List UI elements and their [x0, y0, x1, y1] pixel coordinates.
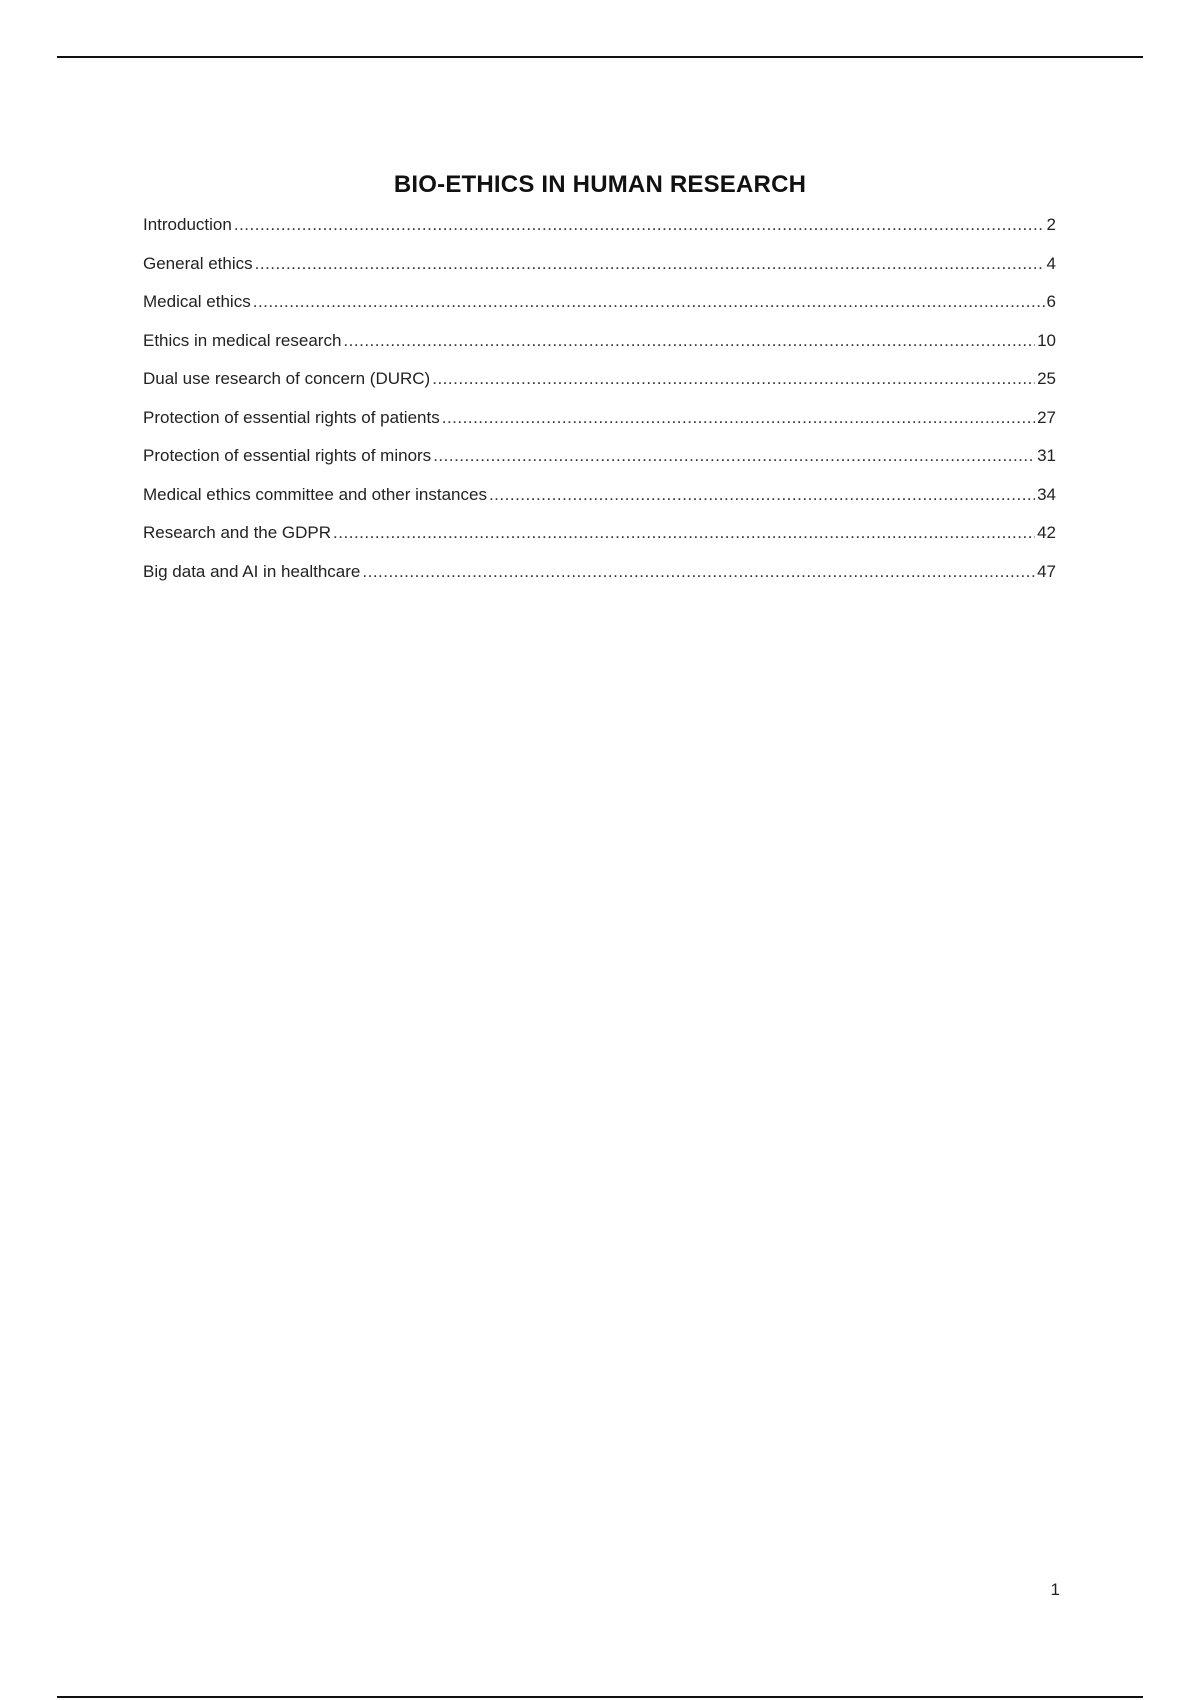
toc-entry-title: Research and the GDPR	[143, 523, 332, 542]
toc-entry-title: Big data and AI in healthcare	[143, 561, 361, 581]
toc-entry[interactable]	[143, 553, 1056, 592]
toc-entry-page: 6	[1046, 292, 1056, 311]
toc-dot-leader	[333, 514, 1035, 553]
document-title: BIO-ETHICS IN HUMAN RESEARCH	[393, 171, 807, 199]
toc-entry-page: 27	[1037, 407, 1056, 427]
toc-entry[interactable]	[143, 206, 1056, 245]
toc-entry[interactable]	[143, 437, 1056, 476]
page-number: 1	[1050, 1580, 1060, 1599]
toc-entry-title: Protection of essential rights of minors	[143, 446, 432, 465]
toc-dot-leader	[234, 206, 1045, 245]
top-rule	[57, 56, 1143, 58]
toc-entry[interactable]	[143, 283, 1056, 322]
toc-dot-leader	[343, 322, 1035, 361]
toc-entry-title: Dual use research of concern (DURC)	[143, 369, 431, 388]
toc-entry-title: Introduction	[143, 215, 232, 234]
toc-entry-title: Ethics in medical research	[143, 330, 342, 350]
table-of-contents	[143, 206, 1056, 591]
toc-dot-leader	[433, 437, 1035, 476]
toc-entry[interactable]	[143, 245, 1056, 284]
toc-dot-leader	[432, 360, 1035, 399]
toc-entry-page: 2	[1046, 215, 1056, 234]
toc-dot-leader	[362, 553, 1035, 592]
toc-entry-title: General ethics	[143, 253, 253, 273]
toc-entry-page: 47	[1037, 561, 1056, 581]
toc-entry[interactable]	[143, 360, 1056, 399]
toc-entry[interactable]	[143, 514, 1056, 553]
toc-entry[interactable]	[143, 399, 1056, 438]
toc-entry-page: 4	[1046, 253, 1056, 273]
toc-dot-leader	[253, 283, 1045, 322]
toc-entry-title: Protection of essential rights of patients	[143, 407, 440, 427]
toc-entry[interactable]	[143, 476, 1056, 515]
toc-dot-leader	[489, 476, 1035, 515]
toc-entry-page: 10	[1037, 330, 1056, 350]
bottom-rule	[57, 1696, 1143, 1698]
toc-entry-page: 34	[1037, 484, 1056, 504]
toc-dot-leader	[255, 245, 1045, 284]
toc-entry-title: Medical ethics	[143, 292, 251, 311]
toc-entry-page: 31	[1037, 446, 1056, 465]
toc-entry-page: 25	[1037, 369, 1056, 388]
toc-entry[interactable]	[143, 322, 1056, 361]
toc-entry-title: Medical ethics committee and other instances	[143, 484, 487, 504]
toc-dot-leader	[442, 399, 1035, 438]
toc-entry-page: 42	[1037, 523, 1056, 542]
